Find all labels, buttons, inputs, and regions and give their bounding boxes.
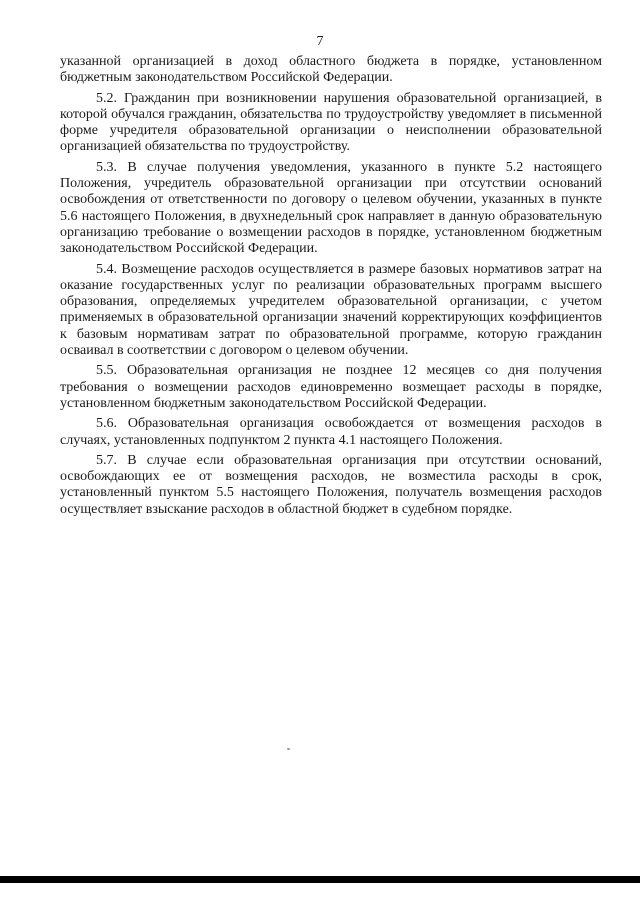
scan-speck (287, 748, 290, 750)
paragraph-5-7: 5.7. В случае если образовательная организация при отсутствии оснований, освобождающих ее от возмещения расходов, не возместила расходы в срок, установленный пунктом 5.5 настоящего Положения, получатель возмещения расходов осуществляет взыскание расходов в областной бюджет в судебном порядке. (60, 452, 602, 517)
paragraph-5-2: 5.2. Гражданин при возникновении нарушения образовательной организацией, в которой обучался гражданин, обязательства по трудоустройству уведомляет в письменной форме учредителя образовательной организации о неисполнении образовательной организацией обязательства по трудоустройству. (60, 90, 602, 155)
paragraph-5-5: 5.5. Образовательная организация не позднее 12 месяцев со дня получения требования о возмещении расходов единовременно возмещает расходы в порядке, установленном бюджетным законодательством Российской Федерации. (60, 363, 602, 411)
scan-bottom-border (0, 876, 640, 883)
document-body (60, 54, 602, 522)
paragraph-5-3: 5.3. В случае получения уведомления, указанного в пункте 5.2 настоящего Положения, учредитель образовательной организации при отсутствии оснований освобождения от ответственности по договору о целевом обучении, указанных в пункте 5.6 настоящего Положения, в двухнедельный срок направляет в данную образовательную организацию требование о возмещении расходов в порядке, установленном бюджетным законодательством Российской Федерации. (60, 159, 602, 257)
paragraph-continuation: указанной организацией в доход областного бюджета в порядке, установленном бюджетным законодательством Российской Федерации. (60, 54, 602, 86)
paragraph-5-6: 5.6. Образовательная организация освобождается от возмещения расходов в случаях, установленных подпунктом 2 пункта 4.1 настоящего Положения. (60, 416, 602, 448)
paragraph-5-4: 5.4. Возмещение расходов осуществляется в размере базовых нормативов затрат на оказание государственных услуг по реализации образовательных программ высшего образования, определяемых учредителем образовательной организации, с учетом применяемых в образовательной организации значений корректирующих коэффициентов к базовым нормативам затрат по образовательной программе, которую гражданин осваивал в соответствии с договором о целевом обучении. (60, 261, 602, 359)
page-number: 7 (316, 34, 324, 49)
